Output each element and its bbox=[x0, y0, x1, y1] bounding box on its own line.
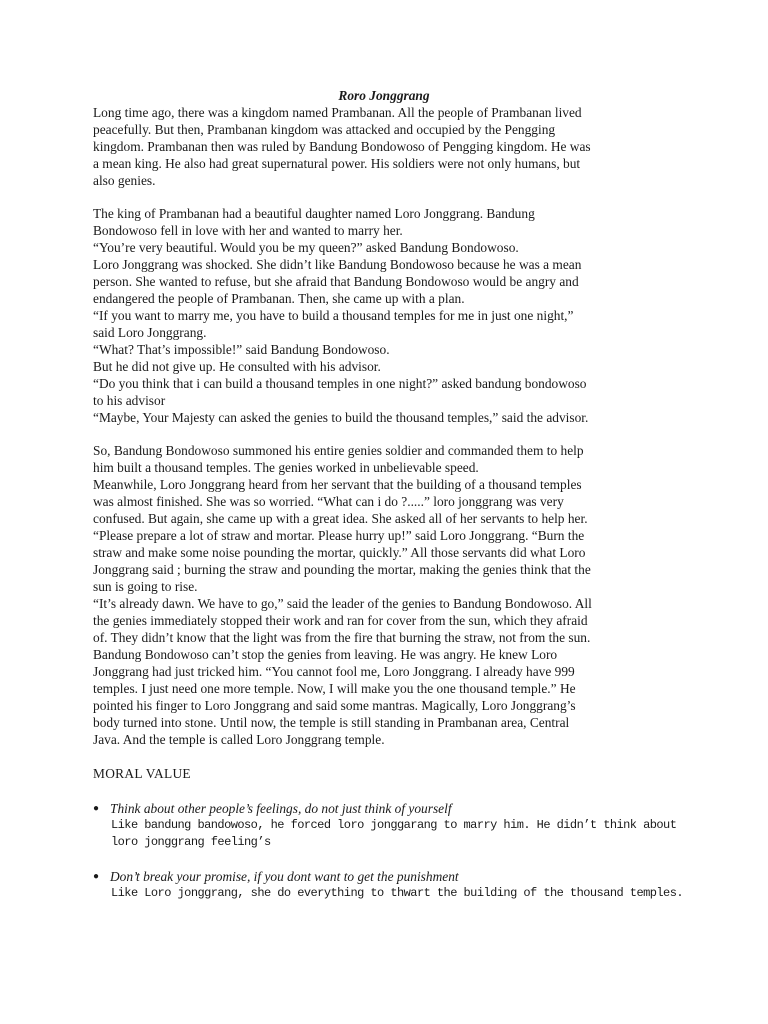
text-line: person. She wanted to refuse, but she afraid that Bandung Bondowoso would be angry and bbox=[93, 274, 579, 289]
text-line: the genies immediately stopped their work and ran for cover from the sun, which they afraid bbox=[93, 613, 588, 628]
text-line: a mean king. He also had great supernatural power. His soldiers were not only humans, but bbox=[93, 156, 581, 171]
story-paragraph-1 bbox=[93, 104, 675, 189]
moral-item bbox=[93, 868, 684, 902]
text-line: “Do you think that i can build a thousand temples in one night?” asked bandung bondowoso bbox=[93, 376, 587, 391]
text-line: Like Loro jonggrang, she do everything to thwart the building of the thousand temples. bbox=[111, 886, 684, 900]
document-page bbox=[93, 87, 684, 919]
text-line: was almost finished. She was so worried. “What can i do ?.....” loro jonggrang was very bbox=[93, 494, 564, 509]
text-line: kingdom. Prambanan then was ruled by Bandung Bondowoso of Pengging kingdom. He was bbox=[93, 139, 591, 154]
text-line: “Maybe, Your Majesty can asked the genies to build the thousand temples,” said the advisor. bbox=[93, 410, 589, 425]
text-line: But he did not give up. He consulted with his advisor. bbox=[93, 359, 381, 374]
text-line: to his advisor bbox=[93, 393, 166, 408]
story-paragraph-3 bbox=[93, 442, 675, 748]
text-line: Long time ago, there was a kingdom named Prambanan. All the people of Prambanan lived bbox=[93, 105, 582, 120]
text-line: Jonggrang had just tricked him. “You cannot fool me, Loro Jonggrang. I already have 999 bbox=[93, 664, 575, 679]
text-line: “What? That’s impossible!” said Bandung Bondowoso. bbox=[93, 342, 390, 357]
text-line: “Please prepare a lot of straw and mortar. Please hurry up!” said Loro Jonggrang. “Burn the bbox=[93, 528, 585, 543]
text-line: of. They didn’t know that the light was from the fire that burning the straw, not from the sun. bbox=[93, 630, 591, 645]
text-line: confused. But again, she came up with a great idea. She asked all of her servants to help her. bbox=[93, 511, 588, 526]
text-line: “You’re very beautiful. Would you be my queen?” asked Bandung Bondowoso. bbox=[93, 240, 519, 255]
moral-title: Don’t break your promise, if you dont want to get the punishment bbox=[110, 869, 459, 884]
text-line: Java. And the temple is called Loro Jonggrang temple. bbox=[93, 732, 385, 747]
text-line: loro jonggrang feeling’s bbox=[111, 835, 271, 849]
paragraph-gap bbox=[93, 748, 675, 765]
text-line: Loro Jonggrang was shocked. She didn’t like Bandung Bondowoso because he was a mean bbox=[93, 257, 582, 272]
text-line: Meanwhile, Loro Jonggrang heard from her servant that the building of a thousand temples bbox=[93, 477, 582, 492]
text-line: said Loro Jonggrang. bbox=[93, 325, 207, 340]
text-line: “If you want to marry me, you have to build a thousand temples for me in just one night,” bbox=[93, 308, 574, 323]
moral-description bbox=[110, 817, 675, 851]
moral-title: Think about other people’s feelings, do not just think of yourself bbox=[110, 801, 452, 816]
text-line: him built a thousand temples. The genies worked in unbelievable speed. bbox=[93, 460, 479, 475]
document-title: Roro Jonggrang bbox=[338, 88, 430, 103]
text-line: Bandung Bondowoso can’t stop the genies from leaving. He was angry. He knew Loro bbox=[93, 647, 558, 662]
text-line: straw and make some noise pounding the mortar, quickly.” All those servants did what Loro bbox=[93, 545, 586, 560]
text-line: Bondowoso fell in love with her and wanted to marry her. bbox=[93, 223, 403, 238]
bullet-icon: ● bbox=[93, 871, 100, 882]
text-line: also genies. bbox=[93, 173, 156, 188]
moral-value-heading: MORAL VALUE bbox=[93, 766, 191, 781]
text-line: peacefully. But then, Prambanan kingdom was attacked and occupied by the Pengging bbox=[93, 122, 556, 137]
text-line: temples. I just need one more temple. Now, I will make you the one thousand temple.” He bbox=[93, 681, 576, 696]
text-line: Jonggrang said ; burning the straw and pounding the mortar, making the genies think that the bbox=[93, 562, 591, 577]
text-line: So, Bandung Bondowoso summoned his entire genies soldier and commanded them to help bbox=[93, 443, 584, 458]
moral-description bbox=[110, 885, 684, 902]
text-line: pointed his finger to Loro Jonggrang and said some mantras. Magically, Loro Jonggrang’s bbox=[93, 698, 576, 713]
paragraph-gap bbox=[93, 426, 675, 442]
story-paragraph-2 bbox=[93, 205, 675, 426]
text-line: endangered the people of Prambanan. Then, she came up with a plan. bbox=[93, 291, 465, 306]
paragraph-gap bbox=[93, 189, 675, 205]
moral-list bbox=[93, 800, 684, 902]
text-line: The king of Prambanan had a beautiful daughter named Loro Jonggrang. Bandung bbox=[93, 206, 535, 221]
text-line: “It’s already dawn. We have to go,” said the leader of the genies to Bandung Bondowoso. All bbox=[93, 596, 592, 611]
text-line: body turned into stone. Until now, the temple is still standing in Prambanan area, Central bbox=[93, 715, 570, 730]
text-line: Like bandung bandowoso, he forced loro jonggarang to marry him. He didn’t think about bbox=[111, 818, 677, 832]
bullet-icon: ● bbox=[93, 803, 100, 814]
text-line: sun is going to rise. bbox=[93, 579, 198, 594]
moral-item bbox=[93, 800, 675, 851]
